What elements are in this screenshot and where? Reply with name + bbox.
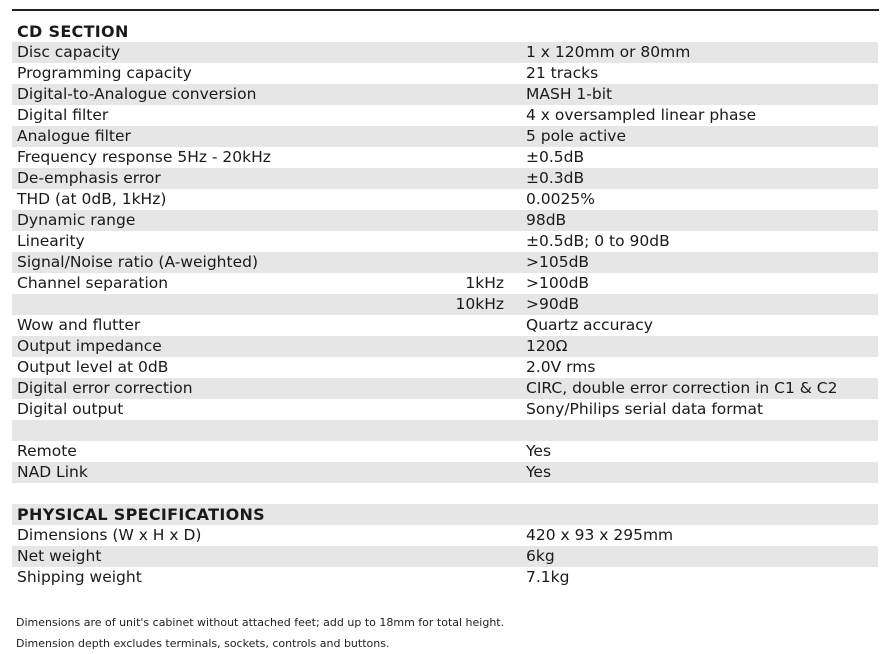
spec-row-blank <box>12 420 878 441</box>
spec-value: 4 x oversampled linear phase <box>526 106 757 124</box>
spec-value: >105dB <box>526 253 590 271</box>
spec-row-nad-link <box>12 462 878 483</box>
spec-row-dynamic-range <box>12 210 878 231</box>
spec-value: >90dB <box>526 295 580 313</box>
spec-value: 420 x 93 x 295mm <box>526 526 674 544</box>
spec-value: Yes <box>526 442 552 460</box>
spec-row-signal-noise <box>12 252 878 273</box>
spec-row-channel-separation-1khz <box>12 273 878 294</box>
spec-table <box>12 21 878 588</box>
spec-label: Dimensions (W x H x D) <box>17 526 202 544</box>
spec-row-digital-filter <box>12 105 878 126</box>
footnote-depth: Dimension depth excludes terminals, sockets, controls and buttons. <box>16 637 390 650</box>
spec-value: ±0.3dB <box>526 169 585 187</box>
spec-label: Output level at 0dB <box>17 358 169 376</box>
spec-label: NAD Link <box>17 463 88 481</box>
spec-label: Linearity <box>17 232 85 250</box>
top-rule <box>12 9 879 11</box>
spec-row-disc-capacity <box>12 42 878 63</box>
spec-label: THD (at 0dB, 1kHz) <box>17 190 167 208</box>
spec-value: ±0.5dB <box>526 148 585 166</box>
spec-label: Digital filter <box>17 106 109 124</box>
spec-label: Digital output <box>17 400 124 418</box>
spec-value: 6kg <box>526 547 555 565</box>
spec-label: Dynamic range <box>17 211 136 229</box>
cd-section-title: CD SECTION <box>17 22 129 41</box>
physical-section-heading <box>12 504 878 525</box>
spec-row-dimensions <box>12 525 878 546</box>
spec-label: Shipping weight <box>17 568 142 586</box>
spec-value: 21 tracks <box>526 64 599 82</box>
spec-label: Frequency response 5Hz - 20kHz <box>17 148 271 166</box>
spec-row-thd <box>12 189 878 210</box>
spec-label: Signal/Noise ratio (A-weighted) <box>17 253 259 271</box>
spec-value: Sony/Philips serial data format <box>526 400 764 418</box>
spec-value: >100dB <box>526 274 590 292</box>
spec-value: CIRC, double error correction in C1 & C2 <box>526 379 838 397</box>
spec-label: Analogue filter <box>17 127 131 145</box>
spec-label: Wow and flutter <box>17 316 141 334</box>
spec-row-dac <box>12 84 878 105</box>
footnotes <box>16 612 504 654</box>
spec-value: ±0.5dB; 0 to 90dB <box>526 232 670 250</box>
spec-sub-label: 10kHz <box>455 295 504 313</box>
spec-row-output-impedance <box>12 336 878 357</box>
spec-row-output-level <box>12 357 878 378</box>
spec-label: Channel separation <box>17 274 169 292</box>
spec-row-digital-output <box>12 399 878 420</box>
spec-label: De-emphasis error <box>17 169 161 187</box>
spec-row-programming-capacity <box>12 63 878 84</box>
spacer-row <box>12 483 878 504</box>
spec-label: Digital-to-Analogue conversion <box>17 85 257 103</box>
spec-value: 98dB <box>526 211 567 229</box>
spec-row-shipping-weight <box>12 567 878 588</box>
cd-section-heading <box>12 21 878 42</box>
spec-value: 2.0V rms <box>526 358 596 376</box>
spec-row-linearity <box>12 231 878 252</box>
spec-label: Output impedance <box>17 337 162 355</box>
spec-row-net-weight <box>12 546 878 567</box>
spec-row-remote <box>12 441 878 462</box>
spec-value: 120Ω <box>526 337 568 355</box>
spec-label: Digital error correction <box>17 379 193 397</box>
spec-row-channel-separation-10khz <box>12 294 878 315</box>
spec-row-error-correction <box>12 378 878 399</box>
spec-value: 1 x 120mm or 80mm <box>526 43 691 61</box>
spec-value: 7.1kg <box>526 568 570 586</box>
spec-row-wow-flutter <box>12 315 878 336</box>
spec-label: Disc capacity <box>17 43 121 61</box>
spec-sub-label: 1kHz <box>465 274 504 292</box>
spec-value: Quartz accuracy <box>526 316 653 334</box>
footnote-dimensions: Dimensions are of unit's cabinet without attached feet; add up to 18mm for total height. <box>16 616 505 629</box>
spec-label: Net weight <box>17 547 102 565</box>
spec-row-frequency-response <box>12 147 878 168</box>
spec-value: Yes <box>526 463 552 481</box>
spec-row-de-emphasis <box>12 168 878 189</box>
spec-row-analogue-filter <box>12 126 878 147</box>
spec-value: MASH 1-bit <box>526 85 613 103</box>
physical-section-title: PHYSICAL SPECIFICATIONS <box>17 505 265 524</box>
spec-value: 0.0025% <box>526 190 595 208</box>
spec-label: Remote <box>17 442 77 460</box>
spec-value: 5 pole active <box>526 127 626 145</box>
spec-label: Programming capacity <box>17 64 192 82</box>
